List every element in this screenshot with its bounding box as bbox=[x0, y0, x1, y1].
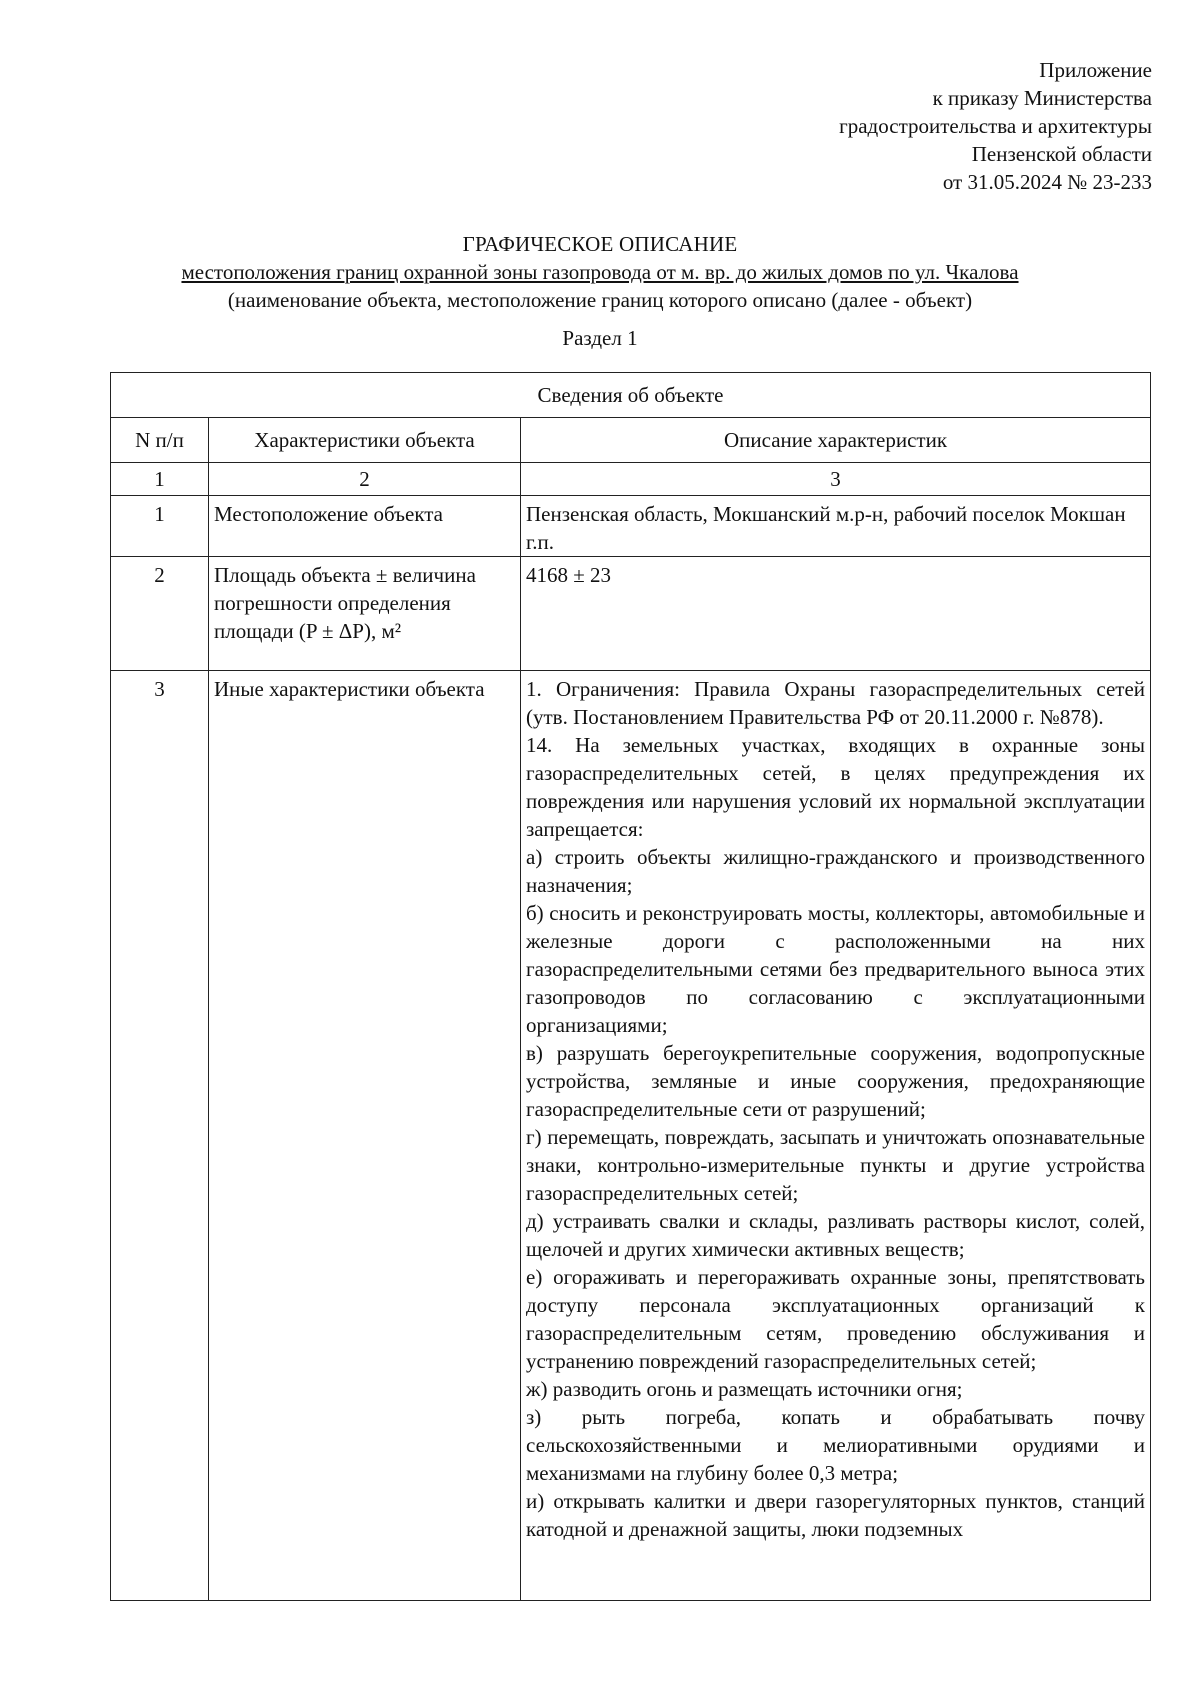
header-line: от 31.05.2024 № 23-233 bbox=[942, 170, 1152, 194]
object-name: местоположения границ охранной зоны газопровода от м. вр. до жилых домов по ул. Чкалова bbox=[181, 260, 1019, 284]
title-block bbox=[0, 230, 1200, 352]
table-caption: Сведения об объекте bbox=[111, 373, 1151, 418]
header-line: Приложение bbox=[1039, 58, 1152, 82]
header-line: Пензенской области bbox=[971, 142, 1152, 166]
row-characteristic: Местоположение объекта bbox=[209, 496, 521, 557]
restriction-paragraph: ж) разводить огонь и размещать источники огня; bbox=[526, 1377, 963, 1401]
table-row bbox=[111, 496, 1151, 557]
object-caption: (наименование объекта, местоположение границ которого описано (далее - объект) bbox=[227, 288, 973, 312]
restriction-paragraph: а) строить объекты жилищно-гражданского и производственного назначения; bbox=[526, 845, 1146, 897]
restriction-paragraph: и) открывать калитки и двери газорегуляторных пунктов, станций катодной и дренажной защиты, люки подземных bbox=[526, 1489, 1146, 1541]
row-characteristic: Иные характеристики объекта bbox=[209, 671, 521, 1601]
restriction-paragraph: г) перемещать, повреждать, засыпать и уничтожать опознавательные знаки, контрольно-измерительные пункты и другие устройства газораспределительных сетей; bbox=[526, 1125, 1146, 1205]
restriction-paragraph: е) огораживать и перегораживать охранные зоны, препятствовать доступу персонала эксплуатационных организаций к газораспределительным сетям, проведению обслуживания и устранению повреждений газораспределительных сетей; bbox=[526, 1265, 1146, 1373]
column-header: Характеристики объекта bbox=[209, 418, 521, 463]
restriction-paragraph: б) сносить и реконструировать мосты, коллекторы, автомобильные и железные дороги с расположенными на них газораспределительными сетями без предварительного выноса этих газопроводов по согласованию с эксплуатационными организациями; bbox=[526, 901, 1146, 1037]
table-row bbox=[111, 557, 1151, 671]
restriction-paragraph: в) разрушать берегоукрепительные сооружения, водопропускные устройства, земляные и иные сооружения, предохраняющие газораспределительные сети от разрушений; bbox=[526, 1041, 1146, 1121]
document-title: ГРАФИЧЕСКОЕ ОПИСАНИЕ bbox=[462, 232, 738, 256]
restriction-paragraph: 1. Ограничения: Правила Охраны газораспределительных сетей (утв. Постановлением Правительства РФ от 20.11.2000 г. №878). bbox=[526, 677, 1146, 729]
header-line: к приказу Министерства bbox=[932, 86, 1152, 110]
row-characteristic: Площадь объекта ± величина погрешности определения площади (P ± ΔP), м² bbox=[209, 557, 521, 671]
row-number: 2 bbox=[111, 557, 209, 671]
row-description-restrictions bbox=[521, 671, 1151, 1601]
row-description: Пензенская область, Мокшанский м.р-н, рабочий поселок Мокшан г.п. bbox=[521, 496, 1151, 557]
table-row bbox=[111, 671, 1151, 1601]
order-reference-block bbox=[839, 56, 1152, 196]
section-title: Раздел 1 bbox=[562, 326, 638, 350]
header-line: градостроительства и архитектуры bbox=[839, 114, 1152, 138]
column-header: N п/п bbox=[111, 418, 209, 463]
column-number-row bbox=[111, 463, 1151, 496]
table-header-row bbox=[111, 418, 1151, 463]
restriction-paragraph: з) рыть погреба, копать и обрабатывать почву сельскохозяйственными и мелиоративными орудиями и механизмами на глубину более 0,3 метра; bbox=[526, 1405, 1146, 1485]
row-number: 1 bbox=[111, 496, 209, 557]
restriction-paragraph: д) устраивать свалки и склады, разливать растворы кислот, солей, щелочей и других химически активных веществ; bbox=[526, 1209, 1146, 1261]
column-number: 2 bbox=[209, 463, 521, 496]
column-number: 3 bbox=[521, 463, 1151, 496]
restriction-paragraph: 14. На земельных участках, входящих в охранные зоны газораспределительных сетей, в целях предупреждения их повреждения или нарушения условий их нормальной эксплуатации запрещается: bbox=[526, 733, 1146, 841]
table-caption-row bbox=[111, 373, 1151, 418]
row-description: 4168 ± 23 bbox=[521, 557, 1151, 671]
column-header: Описание характеристик bbox=[521, 418, 1151, 463]
object-info-table bbox=[110, 372, 1151, 1601]
row-number: 3 bbox=[111, 671, 209, 1601]
column-number: 1 bbox=[111, 463, 209, 496]
